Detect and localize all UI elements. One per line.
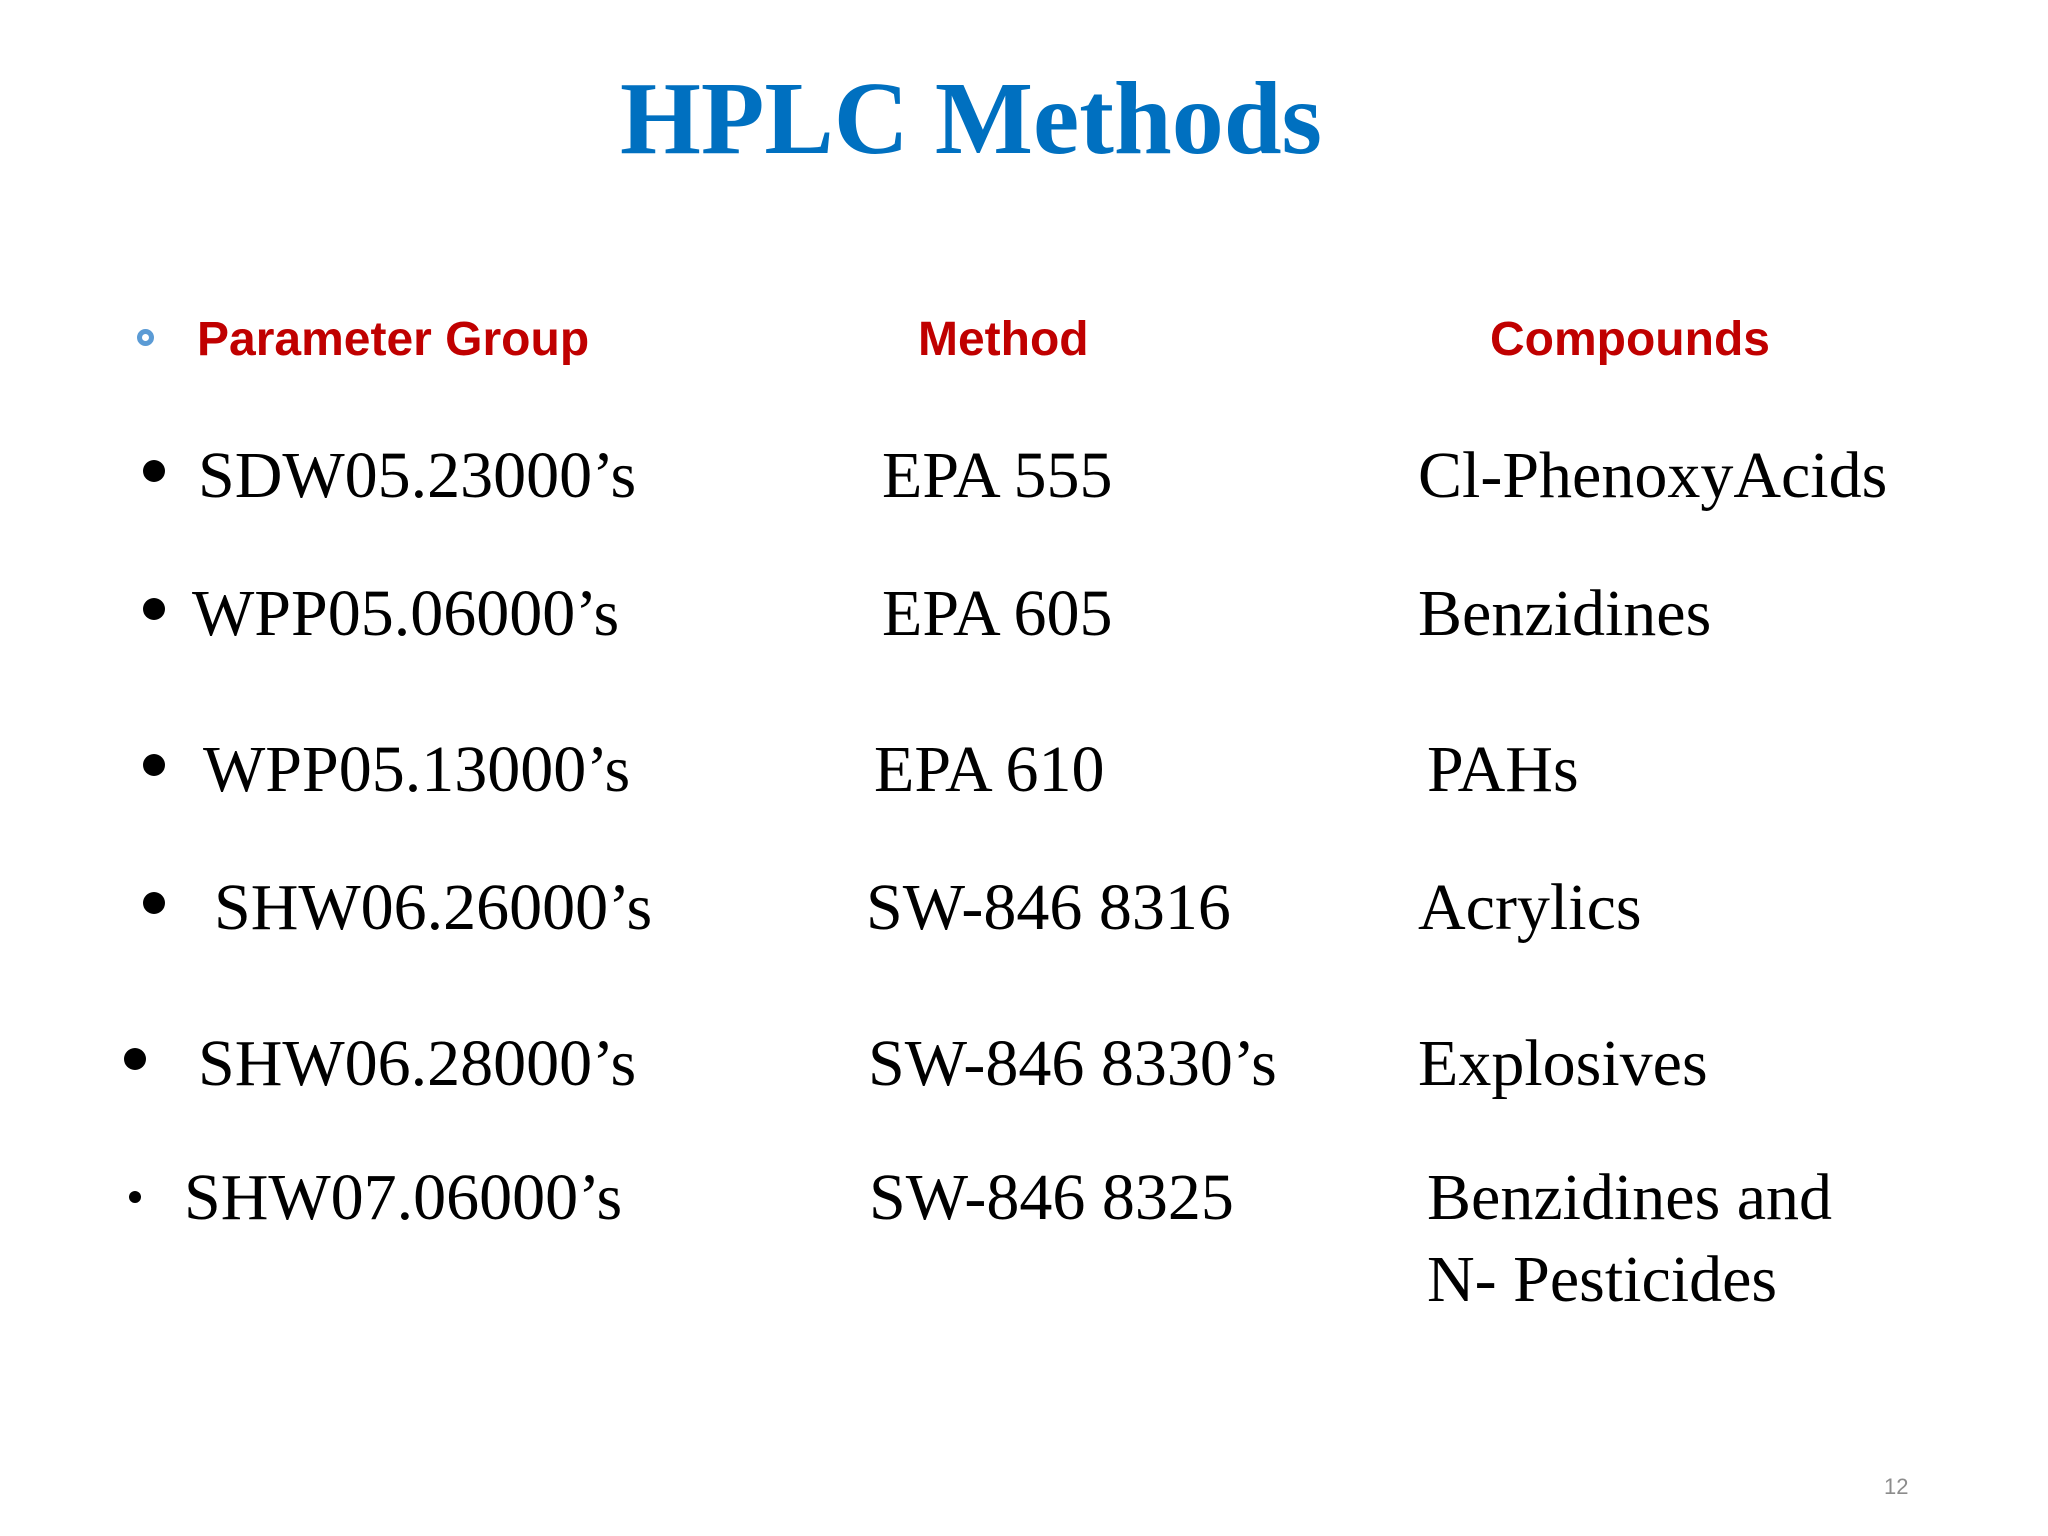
row-6-method: SW-846 8325: [869, 1161, 1234, 1234]
row-1-parameter-group: SDW05.23000’s: [198, 439, 637, 512]
row-4-compounds: Acrylics: [1418, 871, 1642, 944]
header-method: Method: [918, 313, 1089, 366]
row-6-compounds-line-2: N- Pesticides: [1427, 1243, 1778, 1316]
header-parameter-group: Parameter Group: [197, 313, 590, 366]
bullet-dot-icon: [143, 598, 165, 620]
row-1-compounds: Cl-PhenoxyAcids: [1418, 439, 1888, 512]
slide-title: HPLC Methods: [620, 61, 1322, 176]
row-3-method: EPA 610: [874, 733, 1105, 806]
row-5-method: SW-846 8330’s: [868, 1027, 1277, 1100]
row-2-parameter-group: WPP05.06000’s: [192, 577, 620, 650]
row-3-parameter-group: WPP05.13000’s: [203, 733, 631, 806]
row-4-parameter-group: SHW06.26000’s: [214, 871, 653, 944]
bullet-dot-icon: [143, 460, 165, 482]
row-2-method: EPA 605: [882, 577, 1113, 650]
row-4-method: SW-846 8316: [866, 871, 1231, 944]
bullet-dot-icon: [143, 892, 165, 914]
row-2-compounds: Benzidines: [1418, 577, 1712, 650]
bullet-dot-icon: [129, 1191, 141, 1203]
row-6-parameter-group: SHW07.06000’s: [184, 1161, 623, 1234]
header-bullet-icon: [137, 329, 154, 346]
row-5-parameter-group: SHW06.28000’s: [198, 1027, 637, 1100]
header-compounds: Compounds: [1490, 313, 1770, 366]
page-number: 12: [1884, 1474, 1909, 1499]
row-5-compounds: Explosives: [1418, 1027, 1708, 1100]
row-1-method: EPA 555: [882, 439, 1113, 512]
row-6-compounds: Benzidines and: [1427, 1161, 1833, 1234]
row-3-compounds: PAHs: [1427, 733, 1579, 806]
bullet-dot-icon: [124, 1048, 146, 1070]
bullet-dot-icon: [143, 754, 165, 776]
